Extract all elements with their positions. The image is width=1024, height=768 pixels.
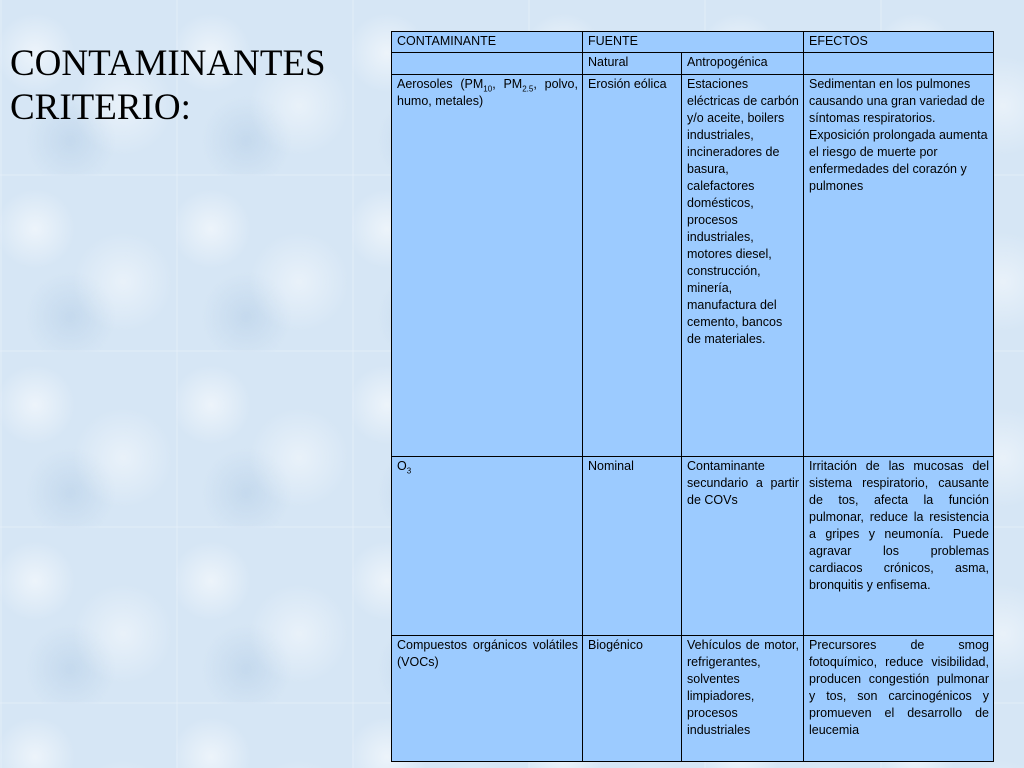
cell-natural: Nominal bbox=[583, 457, 682, 636]
table-row-aerosoles bbox=[392, 75, 994, 457]
header-antropogenica: Antropogénica bbox=[682, 53, 804, 75]
cell-contaminante: Aerosoles ($PM_{10}$, $PM_{2.5}$, polvo, humo, metales) bbox=[392, 75, 583, 457]
cell-contaminante: Compuestos orgánicos volátiles (VOCs) bbox=[392, 636, 583, 762]
cell-antropogenica: Estaciones eléctricas de carbón y/o aceite, boilers industriales, incineradores de basura, calefactores domésticos, procesos industriales, motores diesel, construcción, minería, manufactura del cemento, bancos de materiales. bbox=[682, 75, 804, 457]
header-row bbox=[392, 32, 994, 53]
table-row-vocs bbox=[392, 636, 994, 762]
cell-efectos: Irritación de las mucosas del sistema respiratorio, causante de tos, afecta la función pulmonar, reduce la resistencia a gripes y neumonía. Puede agravar los problemas cardiacos crónicos, asma, bronquitis y enfisema. bbox=[804, 457, 994, 636]
subheader-empty-1 bbox=[392, 53, 583, 75]
subheader-empty-2 bbox=[804, 53, 994, 75]
header-fuente: FUENTE bbox=[583, 32, 804, 53]
cell-efectos: Precursores de smog fotoquímico, reduce visibilidad, producen congestión pulmonar y tos, son carcinogénicos y promueven el desarrollo de leucemia bbox=[804, 636, 994, 762]
cell-natural: Erosión eólica bbox=[583, 75, 682, 457]
table-row-ozono bbox=[392, 457, 994, 636]
title-line-2: CRITERIO: bbox=[10, 87, 191, 128]
header-efectos: EFECTOS bbox=[804, 32, 994, 53]
title-line-1: CONTAMINANTES bbox=[10, 43, 326, 84]
subheader-row bbox=[392, 53, 994, 75]
pollutants-table bbox=[391, 31, 994, 762]
cell-antropogenica: Contaminante secundario a partir de COVs bbox=[682, 457, 804, 636]
cell-efectos: Sedimentan en los pulmones causando una gran variedad de síntomas respiratorios. Exposición prolongada aumenta el riesgo de muerte por enfermedades del corazón y pulmones bbox=[804, 75, 994, 457]
cell-contaminante: $O_3$ bbox=[392, 457, 583, 636]
cell-natural: Biogénico bbox=[583, 636, 682, 762]
slide-title bbox=[10, 42, 370, 130]
header-contaminante: CONTAMINANTE bbox=[392, 32, 583, 53]
cell-antropogenica: Vehículos de motor, refrigerantes, solventes limpiadores, procesos industriales bbox=[682, 636, 804, 762]
header-natural: Natural bbox=[583, 53, 682, 75]
